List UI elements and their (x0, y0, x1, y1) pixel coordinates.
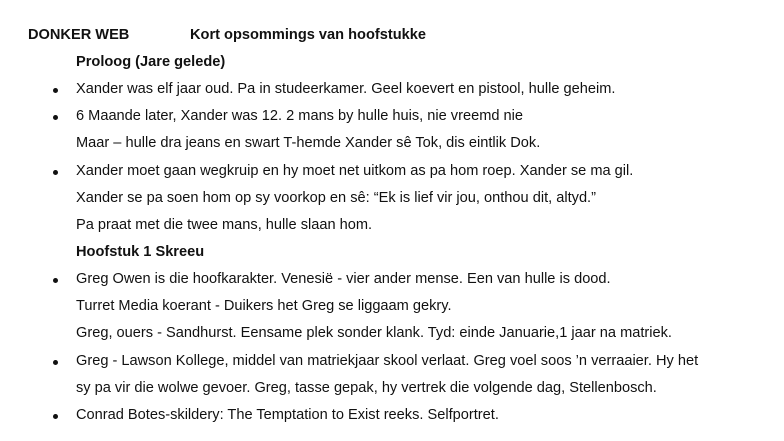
list-item-line: Turret Media koerant - Duikers het Greg se liggaam gekry. (76, 298, 452, 314)
list-item-line: Greg, ouers - Sandhurst. Eensame plek sonder klank. Tyd: einde Januarie,1 jaar na matriek. (76, 325, 672, 341)
list-item-line: Maar – hulle dra jeans en swart T-hemde Xander sê Tok, dis eintlik Dok. (76, 135, 541, 151)
list-item-line: sy pa vir die wolwe gevoer. Greg, tasse gepak, hy vertrek die volgende dag, Stellenbosch. (76, 380, 657, 396)
bullet-dot (53, 88, 58, 93)
bullet-dot (53, 115, 58, 120)
list-item-line: Pa praat met die twee mans, hulle slaan hom. (76, 217, 373, 233)
list-item-line: Greg Owen is die hoofkarakter. Venesië - vier ander mense. Een van hulle is dood. (76, 271, 611, 287)
bullet-dot (53, 414, 58, 419)
list-item-line: 6 Maande later, Xander was 12. 2 mans by hulle huis, nie vreemd nie (76, 108, 523, 124)
bullet-dot (53, 278, 58, 283)
bullet-dot (53, 170, 58, 175)
section-heading: Proloog (Jare gelede) (76, 54, 226, 70)
section-heading: Hoofstuk 1 Skreeu (76, 244, 205, 260)
list-item-line: Conrad Botes-skildery: The Temptation to Exist reeks. Selfportret. (76, 407, 499, 423)
document-subtitle: Kort opsommings van hoofstukke (190, 27, 426, 43)
list-item-line: Xander was elf jaar oud. Pa in studeerkamer. Geel koevert en pistool, hulle geheim. (76, 81, 616, 97)
list-item-line: Xander se pa soen hom op sy voorkop en sê: “Ek is lief vir jou, onthou dit, altyd.” (76, 190, 596, 206)
list-item-line: Greg - Lawson Kollege, middel van matriekjaar skool verlaat. Greg voel soos ’n verraaier. Hy het (76, 353, 699, 369)
list-item-line: Xander moet gaan wegkruip en hy moet net uitkom as pa hom roep. Xander se ma gil. (76, 163, 634, 179)
bullet-dot (53, 360, 58, 365)
document-title: DONKER WEB (28, 27, 130, 43)
